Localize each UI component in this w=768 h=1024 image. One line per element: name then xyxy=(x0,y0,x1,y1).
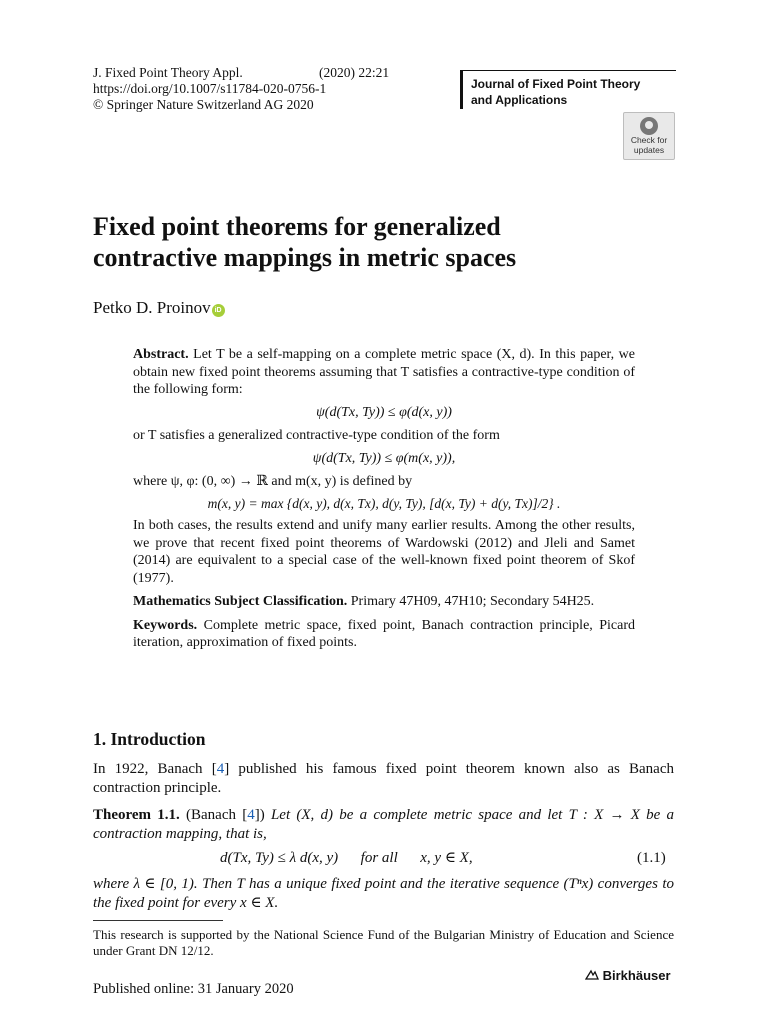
abstract-eq1: ψ(d(Tx, Ty)) ≤ φ(d(x, y)) xyxy=(316,404,452,420)
journal-name-line2: and Applications xyxy=(471,93,568,107)
keywords xyxy=(133,617,635,652)
publisher-name: Birkhäuser xyxy=(602,968,671,983)
check-line1: Check for xyxy=(630,135,668,145)
abstract-p1 xyxy=(133,346,635,399)
abstract-eq3: m(x, y) = max {d(x, y), d(x, Tx), d(y, Ty), [d(x, Ty) + d(y, Tx)]/2} . xyxy=(207,495,561,511)
theorem-statement xyxy=(93,806,674,843)
intro-text-a: In 1922, Banach [ xyxy=(93,761,217,777)
theorem-attr-b: ]) xyxy=(254,807,265,823)
citation-link[interactable]: 4 xyxy=(216,761,225,777)
theorem-attr-a: (Banach [ xyxy=(186,807,248,823)
doi-link[interactable]: https://doi.org/10.1007/s11784-020-0756-1 xyxy=(93,81,327,96)
journal-name-line1: Journal of Fixed Point Theory xyxy=(471,77,641,91)
theorem-citation-link[interactable]: 4 xyxy=(247,807,255,823)
abstract xyxy=(133,346,635,652)
check-for-updates-button[interactable] xyxy=(623,112,675,160)
abstract-p3: where ψ, φ: (0, ∞) → ℝ and m(x, y) is defined by xyxy=(133,474,413,489)
footnote: This research is supported by the National Science Fund of the Bulgarian Ministry of Education and Science under Grant DN 12/12. xyxy=(93,927,674,958)
title-line2: contractive mappings in metric spaces xyxy=(93,243,517,272)
section-heading: 1. Introduction xyxy=(93,729,206,749)
abstract-label: Abstract. xyxy=(133,347,189,362)
abstract-eq2: ψ(d(Tx, Ty)) ≤ φ(m(x, y)), xyxy=(312,450,456,466)
keywords-text: Complete metric space, fixed point, Banach contraction principle, Picard iteration, approximation of fixed points. xyxy=(133,617,635,650)
publisher-logo xyxy=(585,968,671,983)
theorem-text-1: Let (X, d) be a complete metric space and let T : X → X be a contraction mapping, that is, xyxy=(93,807,675,842)
theorem-equation: d(Tx, Ty) ≤ λ d(x, y) for all x, y ∈ X, xyxy=(220,850,473,866)
orcid-icon[interactable]: iD xyxy=(212,304,225,317)
msc xyxy=(133,593,635,611)
author-name[interactable]: Petko D. Proinov xyxy=(93,298,211,317)
journal-name xyxy=(471,76,676,108)
abstract-p1-text: Let T be a self-mapping on a complete metric space (X, d). In this paper, we obtain new fixed point theorems assuming that T satisfies a contractive-type condition of the following form: xyxy=(133,347,635,397)
article-title xyxy=(93,211,693,273)
published-date: Published online: 31 January 2020 xyxy=(93,981,294,997)
msc-label: Mathematics Subject Classification. xyxy=(133,594,348,609)
title-line1: Fixed point theorems for generalized xyxy=(93,212,501,241)
check-line2: updates xyxy=(633,144,665,155)
abstract-p2: or T satisfies a generalized contractive-type condition of the form xyxy=(133,428,500,443)
intro-text-b: ] published his famous fixed point theorem known also as Banach contraction principle. xyxy=(93,761,674,796)
theorem-label: Theorem 1.1. xyxy=(93,807,180,823)
theorem-conclusion: where λ ∈ [0, 1). Then T has a unique fixed point and the iterative sequence (Tⁿx) converges to the fixed point for every x ∈ X. xyxy=(93,876,674,911)
intro-paragraph xyxy=(93,760,674,797)
author xyxy=(93,298,225,318)
keywords-label: Keywords. xyxy=(133,617,198,633)
footnote-rule xyxy=(93,920,223,921)
msc-text: Primary 47H09, 47H10; Secondary 54H25. xyxy=(350,594,595,609)
copyright: © Springer Nature Switzerland AG 2020 xyxy=(93,97,314,112)
journal-abbrev: J. Fixed Point Theory Appl. xyxy=(93,65,243,80)
abstract-p4: In both cases, the results extend and unify many earlier results. Among the other results, we prove that recent fixed point theorems of Wardowski (2012) and Jleli and Samet (2014) are equivalent to a special case of the well-known fixed point theorem of Skof (1977). xyxy=(133,518,635,586)
check-for-updates-label xyxy=(624,136,674,155)
equation-number: (1.1) xyxy=(637,850,666,866)
birkhauser-logo-icon xyxy=(585,969,599,981)
volume-info: (2020) 22:21 xyxy=(319,65,390,80)
crossmark-icon xyxy=(640,117,658,135)
